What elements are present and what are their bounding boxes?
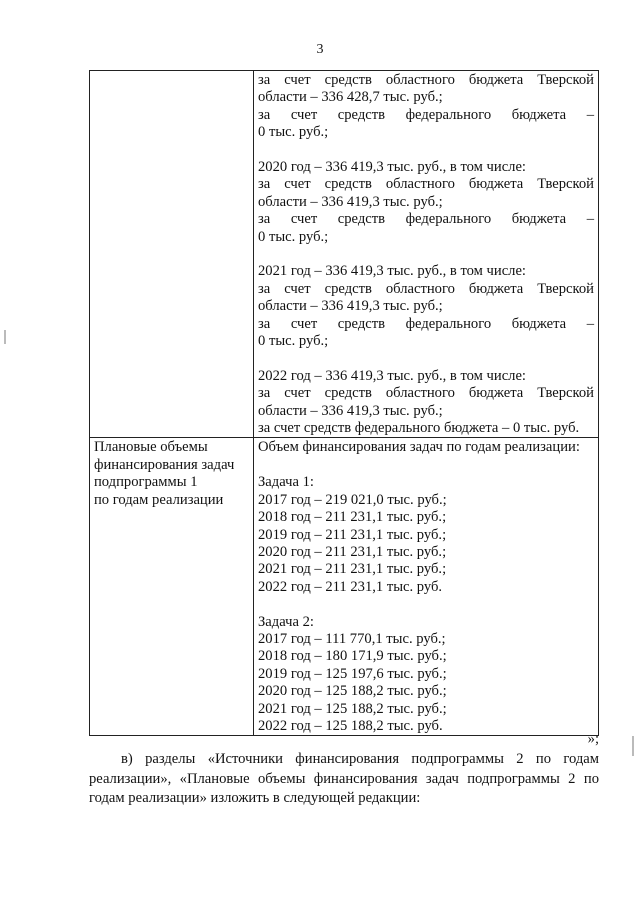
page-number: 3 — [316, 42, 324, 57]
row1-left-cell — [90, 71, 254, 438]
table-row — [90, 71, 599, 438]
cell-text-line: за счет средств областного бюджета Тверской — [258, 176, 594, 193]
cell-text-line: за счет средств областного бюджета Тверской — [258, 72, 594, 88]
row-label-line: Плановые объемы — [94, 439, 208, 456]
cell-text-line: 2022 год – 211 231,1 тыс. руб. — [258, 578, 443, 595]
cell-text-line: 2019 год – 211 231,1 тыс. руб.; — [258, 526, 447, 543]
cell-text-line: за счет средств федерального бюджета – — [258, 315, 594, 332]
amendment-paragraph — [89, 750, 599, 809]
cell-text-line: области – 336 428,7 тыс. руб.; — [258, 89, 443, 106]
cell-text-line: 0 тыс. руб.; — [258, 124, 329, 141]
cell-text-line: 2021 год – 211 231,1 тыс. руб.; — [258, 561, 447, 578]
cell-text-line: области – 336 419,3 тыс. руб.; — [258, 402, 443, 419]
paragraph-text: в) разделы «Источники финансирования подпрограммы 2 по годам реализации», «Плановые объемы финансирования задач подпрограммы 2 по годам реализации» изложить в следующей редакции: — [89, 751, 599, 806]
closing-quote: »; — [587, 731, 599, 747]
row2-right-cell — [254, 438, 599, 736]
cell-text-line: 2021 год – 336 419,3 тыс. руб., в том числе: — [258, 263, 526, 280]
cell-text-line: области – 336 419,3 тыс. руб.; — [258, 298, 443, 315]
cell-text-line: 2022 год – 125 188,2 тыс. руб. — [258, 717, 443, 734]
cell-text-line: за счет средств федерального бюджета – 0 тыс. руб. — [258, 420, 580, 437]
cell-text-line: 2022 год – 336 419,3 тыс. руб., в том числе: — [258, 367, 526, 384]
cell-text-line: 2020 год – 211 231,1 тыс. руб.; — [258, 543, 447, 560]
row-label-line: финансирования задач — [94, 456, 235, 473]
cell-text-line: Задача 1: — [258, 474, 314, 491]
row2-left-cell — [90, 438, 254, 736]
scan-margin-mark — [4, 330, 6, 344]
table-row — [90, 438, 599, 736]
cell-text-line: 2020 год – 336 419,3 тыс. руб., в том числе: — [258, 159, 526, 176]
cell-text-line: за счет средств федерального бюджета – — [258, 106, 594, 123]
cell-text-line: Задача 2: — [258, 613, 314, 630]
cell-text-line: 2019 год – 125 197,6 тыс. руб.; — [258, 665, 447, 682]
row-label-line: по годам реализации — [94, 491, 224, 508]
blank-line — [258, 596, 594, 613]
cell-text-line: 2021 год – 125 188,2 тыс. руб.; — [258, 700, 447, 717]
cell-text-line: области – 336 419,3 тыс. руб.; — [258, 193, 443, 210]
cell-text-line: 2020 год – 125 188,2 тыс. руб.; — [258, 683, 447, 700]
cell-text-line: 2017 год – 219 021,0 тыс. руб.; — [258, 491, 447, 508]
cell-text-line: 0 тыс. руб.; — [258, 333, 329, 350]
blank-line — [258, 246, 594, 263]
cell-text-line: за счет средств областного бюджета Тверской — [258, 280, 594, 297]
blank-line — [258, 457, 594, 474]
cell-text-line: 2017 год – 111 770,1 тыс. руб.; — [258, 630, 446, 647]
cell-text-line: за счет средств областного бюджета Тверской — [258, 385, 594, 402]
cell-text-line: 0 тыс. руб.; — [258, 228, 329, 245]
cell-text-line: 2018 год – 180 171,9 тыс. руб.; — [258, 648, 447, 665]
row1-right-cell — [254, 71, 599, 438]
financing-table — [89, 70, 599, 736]
blank-line — [258, 350, 594, 367]
row-label-line: подпрограммы 1 — [94, 474, 198, 491]
cell-text-line: за счет средств федерального бюджета – — [258, 211, 594, 228]
scan-margin-mark — [632, 736, 634, 756]
cell-text-line: 2018 год – 211 231,1 тыс. руб.; — [258, 509, 447, 526]
cell-text-line: Объем финансирования задач по годам реализации: — [258, 439, 580, 456]
blank-line — [258, 142, 594, 159]
